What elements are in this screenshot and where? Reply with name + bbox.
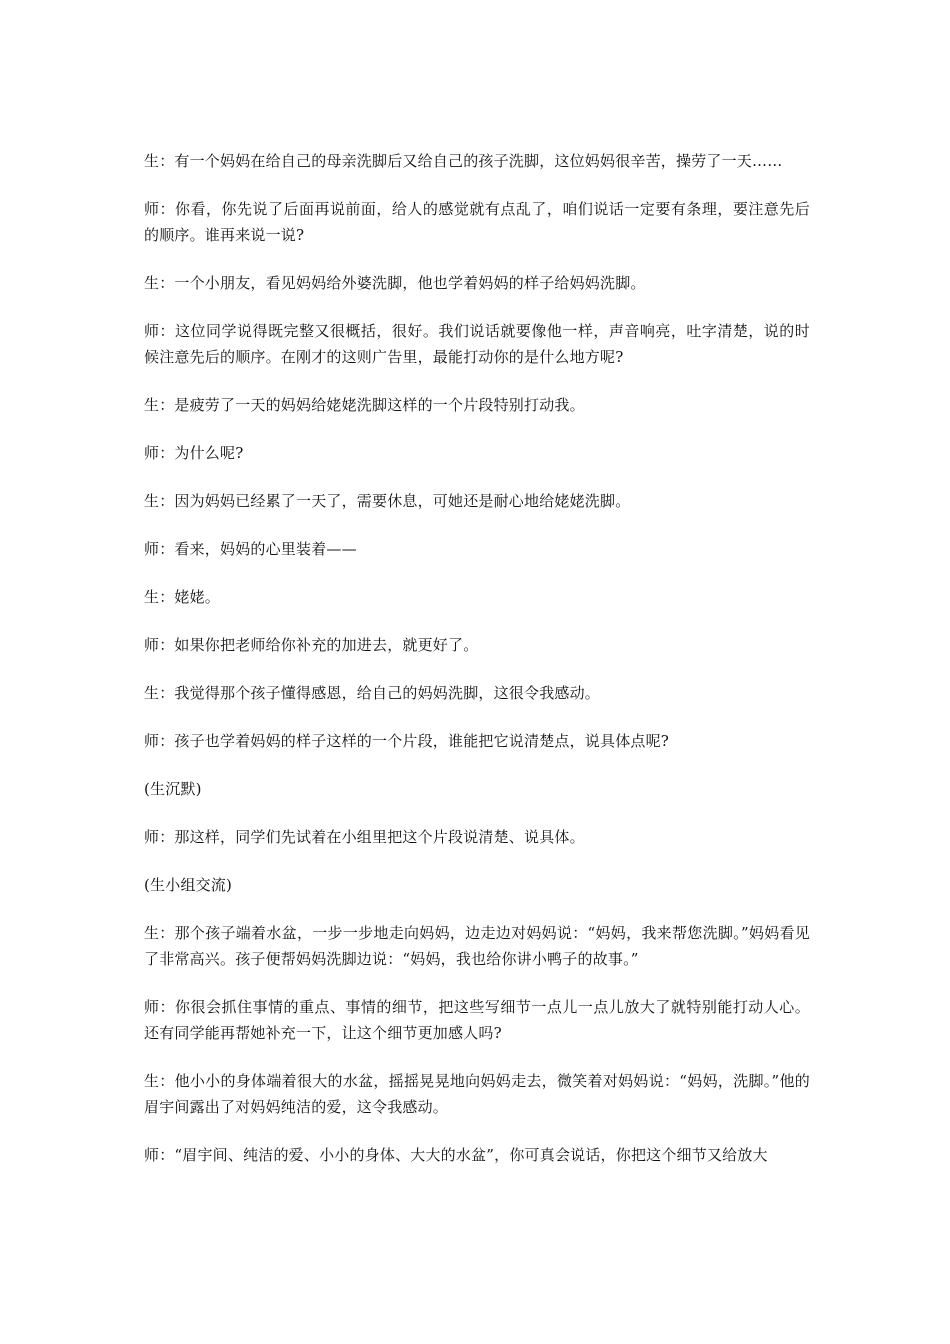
dialogue-paragraph: 师：如果你把老师给你补充的加进去，就更好了。 xyxy=(144,636,479,654)
dialogue-paragraph: 生：因为妈妈已经累了一天了，需要休息，可她还是耐心地给姥姥洗脚。 xyxy=(144,492,631,510)
dialogue-paragraph: 生：有一个妈妈在给自己的母亲洗脚后又给自己的孩子洗脚，这位妈妈很辛苦，操劳了一天…… xyxy=(144,152,783,170)
dialogue-paragraph: 师：“眉宇间、纯洁的爱、小小的身体、大大的水盆”，你可真会说话，你把这个细节又给放大 xyxy=(144,1146,768,1164)
dialogue-paragraph: 师：为什么呢? xyxy=(144,444,244,462)
stage-direction: (生沉默) xyxy=(144,780,202,798)
dialogue-paragraph: 生：我觉得那个孩子懂得感恩，给自己的妈妈洗脚，这很令我感动。 xyxy=(144,684,601,702)
dialogue-paragraph: 生：那个孩子端着水盆，一步一步地走向妈妈，边走边对妈妈说：“妈妈，我来帮您洗脚。”妈妈看见了非常高兴。孩子便帮妈妈洗脚边说：“妈妈，我也给你讲小鸭子的故事。” xyxy=(144,924,810,968)
stage-direction: (生小组交流) xyxy=(144,876,233,894)
dialogue-paragraph: 师：你看，你先说了后面再说前面，给人的感觉就有点乱了，咱们说话一定要有条理，要注意先后的顺序。谁再来说一说? xyxy=(144,200,810,244)
dialogue-paragraph: 生：是疲劳了一天的妈妈给姥姥洗脚这样的一个片段特别打动我。 xyxy=(144,396,585,414)
dialogue-paragraph: 生：他小小的身体端着很大的水盆，摇摇晃晃地向妈妈走去，微笑着对妈妈说：“妈妈，洗脚。”他的眉宇间露出了对妈妈纯洁的爱，这令我感动。 xyxy=(144,1072,810,1116)
document-page xyxy=(144,148,810,1190)
dialogue-paragraph: 生：一个小朋友，看见妈妈给外婆洗脚，他也学着妈妈的样子给妈妈洗脚。 xyxy=(144,274,646,292)
dialogue-paragraph: 师：你很会抓住事情的重点、事情的细节，把这些写细节一点儿一点儿放大了就特别能打动人心。还有同学能再帮她补充一下，让这个细节更加感人吗? xyxy=(144,998,810,1042)
dialogue-paragraph: 师：那这样，同学们先试着在小组里把这个片段说清楚、说具体。 xyxy=(144,828,585,846)
dialogue-paragraph: 生：姥姥。 xyxy=(144,588,221,606)
dialogue-paragraph: 师：这位同学说得既完整又很概括，很好。我们说话就要像他一样，声音响亮，吐字清楚，说的时候注意先后的顺序。在刚才的这则广告里，最能打动你的是什么地方呢? xyxy=(144,322,810,366)
dialogue-paragraph: 师：孩子也学着妈妈的样子这样的一个片段，谁能把它说清楚点，说具体点呢? xyxy=(144,732,670,750)
dialogue-paragraph: 师：看来，妈妈的心里装着—— xyxy=(144,540,357,558)
